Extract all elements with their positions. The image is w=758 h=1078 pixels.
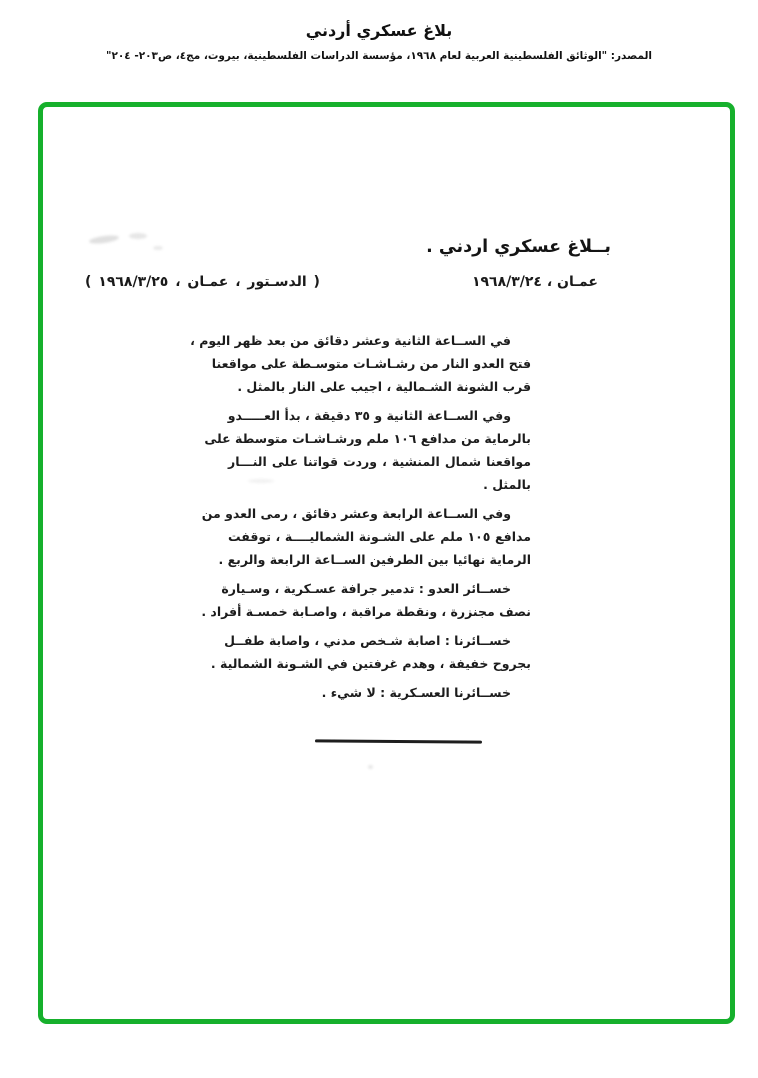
body-line: وفي الســاعة الرابعة وعشر دقائق ، رمى العدو من <box>201 506 511 521</box>
document-title: بــلاغ عسكري اردني . <box>426 237 611 257</box>
document-scan-frame <box>38 102 735 1024</box>
body-line: بجروح خفيفة ، وهدم غرفتين في الشـونة الشمالية . <box>210 656 531 671</box>
body-line: خســائرنا : اصابة شـخص مدني ، واصابة طفــل <box>224 633 511 648</box>
body-line: بالرماية من مدافع ١٠٦ ملم ورشـاشـات متوسطة على <box>204 431 531 446</box>
body-line: مواقعنا شمال المنشية ، وردت قواتنا على النـــار <box>228 454 531 469</box>
page-title: بلاغ عسكري أردني <box>305 21 453 40</box>
body-line: خســائر العدو : تدمير جرافة عسـكرية ، وسـيارة <box>221 581 511 596</box>
ink-smudge <box>153 246 163 250</box>
body-line: فتح العدو النار من رشـاشـات متوسـطة على مواقعنا <box>211 356 531 371</box>
communique-body <box>190 329 531 710</box>
ink-smudge <box>89 234 120 245</box>
dateline-attribution: ( الدسـتور ، عمـان ، ١٩٦٨/٣/٢٥ ) <box>85 274 320 290</box>
body-paragraph <box>210 629 531 675</box>
body-paragraph <box>228 681 531 704</box>
body-paragraph <box>201 577 531 623</box>
body-line: خســائرنا العسـكرية : لا شيء . <box>321 685 511 700</box>
body-line: وفي الســاعة الثانية و ٣٥ دقيقة ، بدأ العـــــدو <box>227 408 511 423</box>
ink-smudge <box>129 233 147 239</box>
body-paragraph <box>204 404 531 496</box>
body-line: نصف مجنزرة ، ونقطة مراقبة ، واصـابة خمسـة أفراد . <box>201 604 531 619</box>
ink-smudge <box>368 765 373 769</box>
body-line: الرماية نهائيا بين الطرفين الســاعة الرابعة والربع . <box>218 552 531 567</box>
body-paragraph <box>190 329 531 398</box>
signature-divider <box>315 739 482 743</box>
body-line: في الســاعة الثانية وعشر دقائق من بعد ظهر اليوم ، <box>190 333 511 348</box>
body-paragraph <box>201 502 531 571</box>
body-line: بالمثل . <box>483 477 531 492</box>
dateline-place-date: عمـان ، ١٩٦٨/٣/٢٤ <box>471 274 598 290</box>
body-line: قرب الشونة الشـمالية ، اجيب على النار بالمثل . <box>237 379 531 394</box>
body-line: مدافع ١٠٥ ملم على الشـونة الشماليــــة ، توقفت <box>228 529 531 544</box>
source-citation: المصدر: "الوثائق الفلسطينية العربية لعام ١٩٦٨، مؤسسة الدراسات الفلسطينية، بيروت، مج٤، ص٢٠٣- ٢٠٤" <box>105 50 653 62</box>
